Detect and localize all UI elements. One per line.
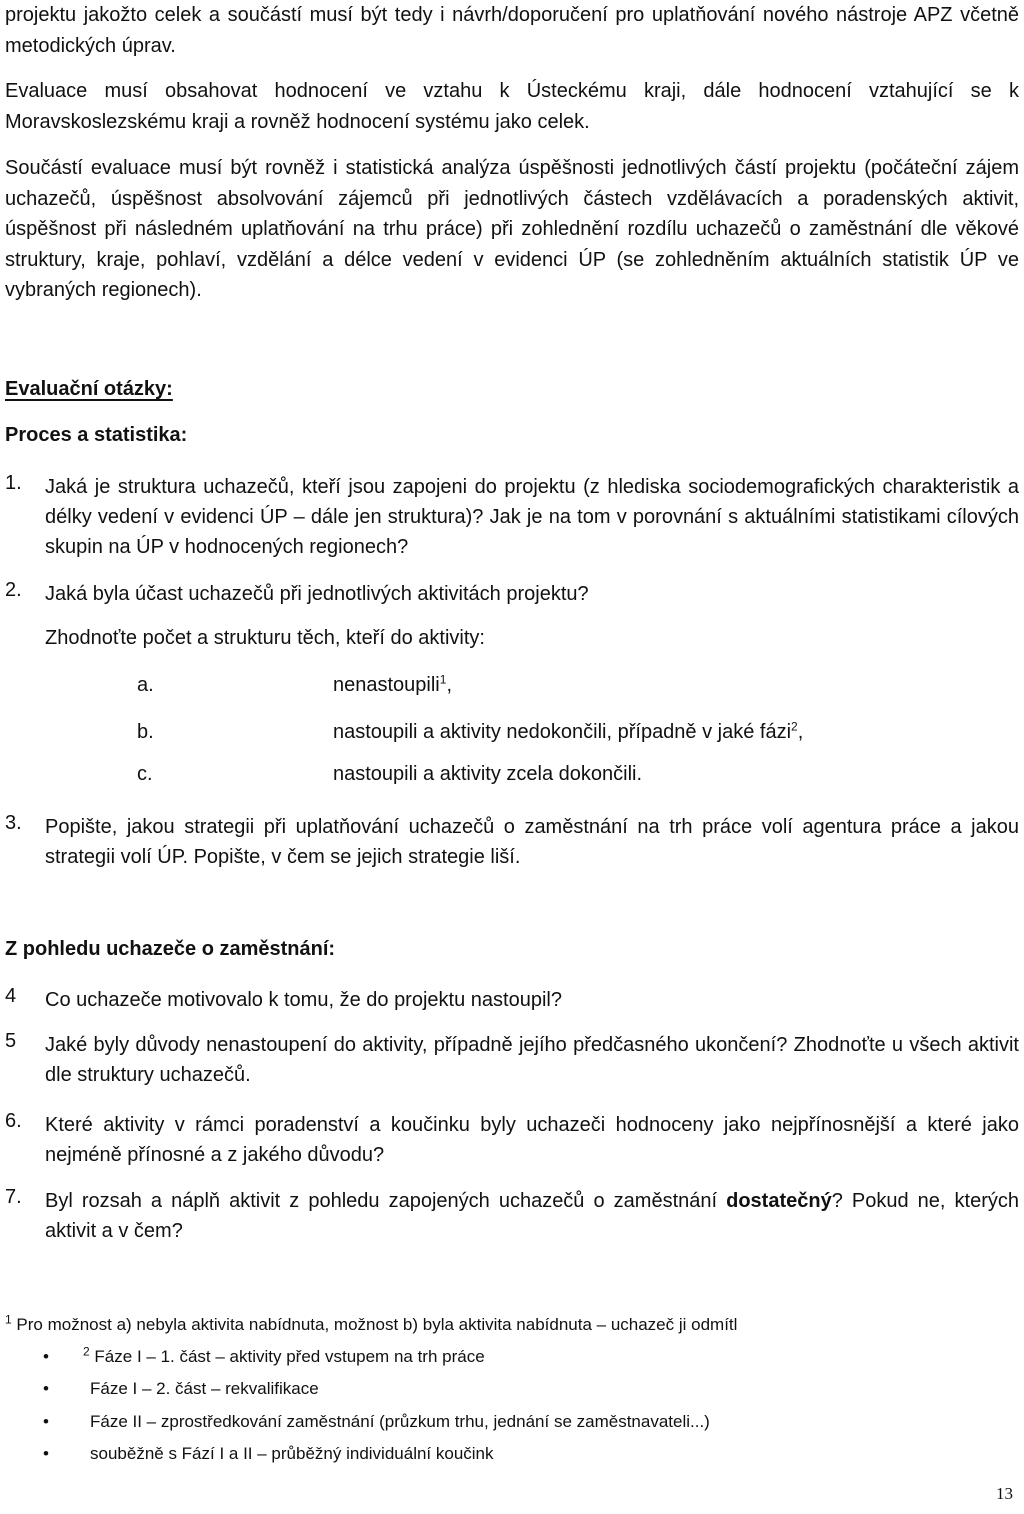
bullet-icon: • [43, 1379, 49, 1398]
question-number: 7. [5, 1186, 22, 1208]
question-number: 2. [5, 579, 22, 601]
bullet-text: Fáze I – 2. část – rekvalifikace [90, 1379, 319, 1398]
footnote-ref: 2 [791, 719, 798, 734]
question-number: 4 [5, 985, 17, 1007]
page-number: 13 [996, 1484, 1013, 1503]
question-number: 6. [5, 1110, 22, 1132]
bullet-text: souběžně s Fází I a II – průběžný individuální koučink [90, 1444, 494, 1463]
question-number: 1. [5, 472, 22, 494]
question-text: Jaké byly důvody nenastoupení do aktivity, případně jejího předčasného ukončení? Zhodnoťte u všech aktivit dle struktury uchazečů. [45, 1034, 1019, 1086]
item-text: nastoupili a aktivity zcela dokončili. [333, 763, 643, 785]
intro-paragraph-1: projektu jakožto celek a součástí musí být tedy i návrh/doporučení pro uplatňování nového nástroje APZ včetně metodických úprav. [5, 4, 1019, 57]
emphasis-text: dostatečný [726, 1190, 832, 1212]
question-text: Které aktivity v rámci poradenství a koučinku byly uchazeči hodnoceny jako nejpřínosnější a které jako nejméně přínosné a z jakého důvodu? [45, 1114, 1019, 1166]
item-letter: b. [137, 721, 154, 743]
footnote-mark: 1 [5, 1312, 12, 1327]
question-text: Jaká je struktura uchazečů, kteří jsou zapojeni do projektu (z hlediska sociodemografických charakteristik a délky vedení v evidenci ÚP – dále jen struktura)? Jak je na tom v porovnání s aktuálními statistikami cílových skupin na ÚP v hodnocených regionech? [45, 476, 1019, 558]
footnote-1 [5, 1312, 738, 1335]
question-2-sub-intro [45, 627, 485, 650]
bullet-text: $^2$ Fáze I – 1. část – aktivity před vstupem na trh práce [83, 1344, 485, 1366]
question-number: 5 [5, 1030, 17, 1052]
intro-paragraph-3: Součástí evaluace musí být rovněž i statistická analýza úspěšnosti jednotlivých částí projektu (počáteční zájem uchazečů, úspěšnost absolvování zájemců při jednotlivých částech vzdělávacích a poradenských aktivit, úspěšnost při následném uplatňování na trhu práce) při zohlednění rozdílu uchazečů o zaměstnání dle věkové struktury, kraje, pohlaví, vzdělání a délce vedení v evidenci ÚP (se zohledněním aktuálních statistik ÚP ve vybraných regionech). [5, 157, 1019, 301]
question-text: Co uchazeče motivovalo k tomu, že do projektu nastoupil? [45, 989, 562, 1011]
question-text: Byl rozsah a náplň aktivit z pohledu zapojených uchazečů o zaměstnání dostatečný? Pokud ne, kterých aktivit a v čem? [45, 1190, 1019, 1242]
item-letter: a. [137, 674, 154, 696]
sub-intro-text: Zhodnoťte počet a strukturu těch, kteří do aktivity: [45, 627, 485, 649]
footnote-ref: 1 [439, 672, 447, 687]
footnote-mark: 2 [83, 1344, 90, 1359]
bullet-icon: • [43, 1444, 49, 1463]
item-letter: c. [137, 763, 153, 785]
item-text: nastoupili a aktivity nedokončili, případně v jaké fázi$^2$, [333, 719, 804, 743]
footnote-text: Pro možnost a) nebyla aktivita nabídnuta, možnost b) byla aktivita nabídnuta – uchazeč ji odmítl [16, 1315, 738, 1334]
item-text: nenastoupili$^1$, [333, 672, 452, 696]
intro-paragraph-2: Evaluace musí obsahovat hodnocení ve vztahu k Ústeckému kraji, dále hodnocení vztahující se k Moravskoslezskému kraji a rovněž hodnocení systému jako celek. [5, 80, 1019, 133]
question-text: Popište, jakou strategii při uplatňování uchazečů o zaměstnání na trh práce volí agentura práce a jakou strategii volí ÚP. Popište, v čem se jejich strategie liší. [45, 816, 1019, 868]
question-number: 3. [5, 812, 22, 834]
question-text: Jaká byla účast uchazečů při jednotlivých aktivitách projektu? [45, 583, 589, 605]
bullet-icon: • [43, 1347, 49, 1366]
candidate-view-heading: Z pohledu uchazeče o zaměstnání: [5, 938, 336, 960]
bullet-icon: • [43, 1412, 49, 1431]
bullet-text: Fáze II – zprostředkování zaměstnání (průzkum trhu, jednání se zaměstnavateli...) [90, 1412, 710, 1431]
process-stats-heading: Proces a statistika: [5, 424, 188, 446]
evaluation-questions-heading: Evaluační otázky: [5, 378, 173, 400]
